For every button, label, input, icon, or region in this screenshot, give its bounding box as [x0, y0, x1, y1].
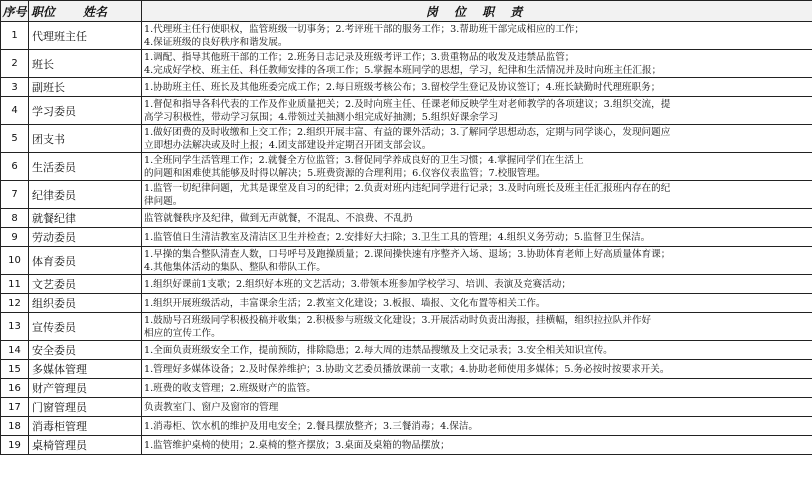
row-position: 班长	[29, 50, 142, 78]
row-position: 宣传委员	[29, 313, 142, 341]
row-index: 5	[1, 125, 29, 153]
row-index: 2	[1, 50, 29, 78]
row-duties	[142, 247, 812, 275]
row-position: 财产管理员	[29, 379, 142, 398]
row-index: 7	[1, 181, 29, 209]
row-duties	[142, 209, 812, 228]
table-row	[1, 436, 812, 455]
row-position: 体育委员	[29, 247, 142, 275]
duty-line: 1.全面负责班级安全工作，提前预防，排除隐患；2.每大周的违禁品搜缴及上交记录表；3.安全相关知识宣传。	[144, 344, 613, 356]
header-position	[29, 1, 142, 22]
table-row	[1, 209, 812, 228]
duty-line: 1.督促和指导各科代表的工作及作业质量把关；2.及时向班主任、任课老师反映学生对老师教学的各项建议；3.组织交流，提	[144, 98, 671, 110]
table-row	[1, 341, 812, 360]
duty-line: 1.做好团费的及时收缴和上交工作；2.组织开展丰富、有益的课外活动；3.了解同学思想动态，定期与同学谈心，发现问题应	[144, 126, 671, 138]
duty-line: 4.其他集体活动的集队、整队和带队工作。	[144, 261, 326, 273]
table-row	[1, 181, 812, 209]
table-row	[1, 50, 812, 78]
row-index: 1	[1, 22, 29, 50]
row-position: 多媒体管理	[29, 360, 142, 379]
row-index: 11	[1, 275, 29, 294]
duty-line: 1.管理好多媒体设备；2.及时保养维护；3.协助文艺委员播放课前一支歌；4.协助老师使用多媒体；5.务必按时按要求开关。	[144, 363, 670, 375]
table-row	[1, 228, 812, 247]
row-position: 纪律委员	[29, 181, 142, 209]
row-position: 代理班主任	[29, 22, 142, 50]
row-position: 消毒柜管理	[29, 417, 142, 436]
row-duties	[142, 97, 812, 125]
row-position: 生活委员	[29, 153, 142, 181]
header-index: 序号	[1, 1, 29, 22]
duty-line: 1.全班同学生活管理工作；2.就餐全方位监管；3.督促同学养成良好的卫生习惯；4.掌握同学们在生活上	[144, 154, 584, 166]
duty-line: 监管就餐秩序及纪律，做到无声就餐，不混乱、不浪费、不乱扔	[144, 212, 413, 224]
table-row	[1, 97, 812, 125]
row-duties	[142, 181, 812, 209]
row-duties	[142, 22, 812, 50]
header-duties: 岗 位 职 责	[142, 1, 812, 22]
row-position: 劳动委员	[29, 228, 142, 247]
row-duties	[142, 341, 812, 360]
duty-line: 1.协助班主任、班长及其他班委完成工作；2.每日班级考核公布；3.留校学生登记及协议签订；4.班长缺勤时代理班职务；	[144, 81, 661, 93]
row-duties	[142, 360, 812, 379]
row-index: 14	[1, 341, 29, 360]
row-index: 4	[1, 97, 29, 125]
row-duties	[142, 436, 812, 455]
duty-line: 律问题。	[144, 195, 183, 207]
row-position: 团支书	[29, 125, 142, 153]
row-index: 9	[1, 228, 29, 247]
duty-line: 1.监管维护桌椅的使用；2.桌椅的整齐摆放；3.桌面及桌箱的物品摆放；	[144, 439, 450, 451]
row-duties	[142, 125, 812, 153]
header-name-label: 姓名	[83, 4, 108, 19]
row-duties	[142, 228, 812, 247]
duty-line: 1.班费的收支管理；2.班级财产的监管。	[144, 382, 316, 394]
table-row	[1, 22, 812, 50]
table-row	[1, 153, 812, 181]
row-index: 16	[1, 379, 29, 398]
table-row	[1, 275, 812, 294]
header-row	[1, 1, 812, 22]
duty-line: 1.监管值日生清洁教室及清洁区卫生并检查；2.安排好大扫除；3.卫生工具的管理；4.组织义务劳动；5.监督卫生保洁。	[144, 231, 651, 243]
duty-line: 1.消毒柜、饮水机的维护及用电安全；2.餐具摆放整齐；3.三餐消毒；4.保洁。	[144, 420, 479, 432]
row-position: 门窗管理员	[29, 398, 142, 417]
table-row	[1, 247, 812, 275]
duty-line: 立即想办法解决或及时上报；4.团支部建设并定期召开团支部会议。	[144, 139, 432, 151]
row-duties	[142, 78, 812, 97]
row-position: 桌椅管理员	[29, 436, 142, 455]
row-position: 副班长	[29, 78, 142, 97]
row-duties	[142, 313, 812, 341]
table-row	[1, 360, 812, 379]
row-duties	[142, 294, 812, 313]
duty-line: 1.组织好课前1支歌；2.组织好本班的文艺活动；3.带领本班参加学校学习、培训、表演及竞赛活动；	[144, 278, 571, 290]
duty-line: 1.早操的集合整队清查人数，口号呼号及跑操质量；2.课间操快速有序整齐入场、退场；3.协助体育老师上好高质量体育课；	[144, 248, 671, 260]
duty-line: 1.调配、指导其他班干部的工作；2.班务日志记录及班级考评工作；3.贵重物品的收发及违禁品监管；	[144, 51, 575, 63]
row-position: 安全委员	[29, 341, 142, 360]
table-body	[1, 22, 812, 455]
row-position: 组织委员	[29, 294, 142, 313]
table-row	[1, 125, 812, 153]
row-index: 13	[1, 313, 29, 341]
duty-line: 4.完成好学校、班主任、科任教师安排的各项工作；5.掌握本班同学的思想，学习，纪律和生活情况并及时向班主任汇报；	[144, 64, 662, 76]
row-index: 12	[1, 294, 29, 313]
row-position: 学习委员	[29, 97, 142, 125]
row-duties	[142, 153, 812, 181]
header-position-label: 职位	[31, 4, 56, 19]
table-row	[1, 417, 812, 436]
row-index: 6	[1, 153, 29, 181]
duty-line: 1.鼓励号召班级同学积极投稿并收集；2.积极参与班级文化建设；3.开展活动时负责出海报，挂横幅，组织拉拉队并作好	[144, 314, 652, 326]
row-duties	[142, 50, 812, 78]
table-row	[1, 313, 812, 341]
duty-line: 相应的宣传工作。	[144, 327, 221, 339]
duty-line: 负责教室门、窗户及窗帘的管理	[144, 401, 279, 413]
duty-line: 1.监管一切纪律问题，尤其是课堂及自习的纪律；2.负责对班内违纪同学进行记录；3.及时向班长及班主任汇报班内存在的纪	[144, 182, 671, 194]
table-row	[1, 78, 812, 97]
row-index: 15	[1, 360, 29, 379]
duty-line: 1.组织开展班级活动，丰富课余生活；2.教室文化建设；3.板报、墙报、文化布置等相关工作。	[144, 297, 546, 309]
duty-line: 高学习积极性，带动学习氛围；4.带领过关抽测小组完成好抽测；5.组织好课余学习	[144, 111, 499, 123]
duty-line: 的问题和困难使其能够及时得以解决；5.班费资源的合理利用；6.仪容仪表监管；7.校服管理。	[144, 167, 546, 179]
duty-line: 1.代理班主任行使职权，监管班级一切事务；2.考评班干部的服务工作；3.帮助班干部完成相应的工作；	[144, 23, 584, 35]
row-duties	[142, 379, 812, 398]
table-row	[1, 398, 812, 417]
row-index: 3	[1, 78, 29, 97]
row-index: 8	[1, 209, 29, 228]
row-index: 18	[1, 417, 29, 436]
row-index: 19	[1, 436, 29, 455]
row-duties	[142, 398, 812, 417]
row-position: 就餐纪律	[29, 209, 142, 228]
row-duties	[142, 417, 812, 436]
row-position: 文艺委员	[29, 275, 142, 294]
table-row	[1, 379, 812, 398]
row-duties	[142, 275, 812, 294]
row-index: 10	[1, 247, 29, 275]
table-row	[1, 294, 812, 313]
row-index: 17	[1, 398, 29, 417]
duty-line: 4.保证班级的良好秩序和谐发展。	[144, 36, 288, 48]
